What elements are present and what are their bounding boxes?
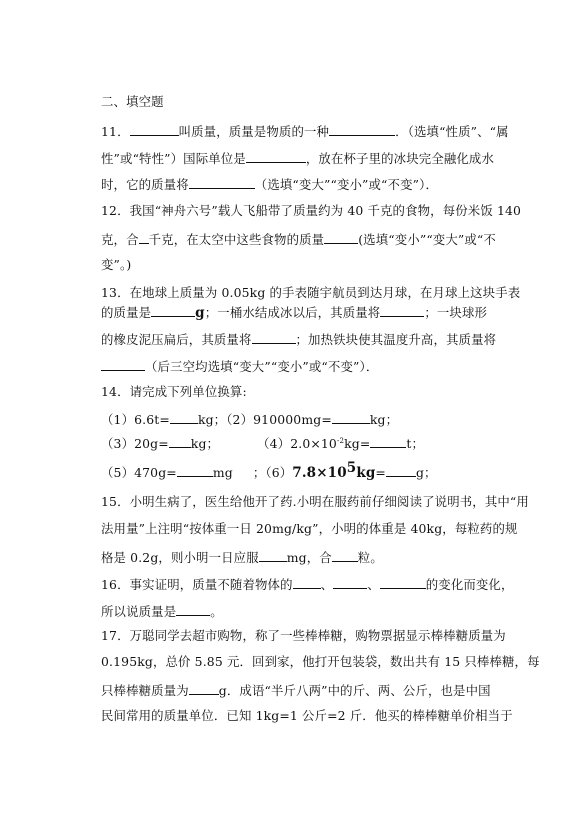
q17-text-5: 民间常用的质量单位．已知 1kg=1 公斤=2 斤．他买的棒棒糖单价相当于 <box>101 708 513 723</box>
q12-text-1: 12．我国“神舟六号”载人飞船带了质量约为 40 千克的食物，每份米饭 140 <box>101 203 522 218</box>
q14-item-2: kg；（2）910000mg= <box>197 412 332 427</box>
q14-title <box>101 384 247 400</box>
q17-text-1: 17．万聪同学去超市购物，称了一些棒棒糖，购物票据显示棒棒糖质量为 <box>101 628 506 643</box>
q17-line-2 <box>101 654 540 670</box>
q16-text-3: 所以说质量是 <box>101 604 177 619</box>
q16-blank-4[interactable] <box>176 602 210 616</box>
q17-text-4: g．成语“半斤八两”中的斤、两、公斤，也是中国 <box>218 683 491 698</box>
q14-item-6-equals: = <box>375 465 386 480</box>
q13-line-3 <box>101 330 496 348</box>
q11-blank-2[interactable] <box>329 122 395 136</box>
q16-sep-1: 、 <box>320 577 334 592</box>
section-title <box>101 94 164 110</box>
q14-item-6-label: ；（6） <box>252 465 293 480</box>
q11-text-3: 性”或“特性”）国际单位是 <box>101 151 246 166</box>
q15-line-3 <box>101 548 383 566</box>
q14-item-4-unit: kg= <box>344 436 371 451</box>
q13-blank-2[interactable] <box>380 303 424 317</box>
q15-text-1: 15．小明生病了，医生给他开了药.小明在服药前仔细阅读了说明书，其中“用 <box>101 494 529 509</box>
q14-blank-5[interactable] <box>177 463 213 477</box>
q13-text-7: （后三空均选填“变大”“变小”或“不变”）． <box>145 359 379 374</box>
q14-line-2 <box>101 434 424 452</box>
q14-item-1: （1）6.6t= <box>101 412 170 427</box>
q13-text-3: ；一桶水结成冰以后，其质量将 <box>204 305 381 320</box>
q11-blank-3[interactable] <box>246 149 306 163</box>
q15-text-5: 粒。 <box>357 550 383 565</box>
q14-blank-6[interactable] <box>386 463 416 477</box>
q14-item-6-exponent: 5 <box>346 459 357 476</box>
q11-text-2: ．（选填“性质”、“属 <box>395 124 509 139</box>
q14-blank-2[interactable] <box>332 410 370 424</box>
q14-item-4: （4）2.0×10 <box>257 436 337 451</box>
q17-line-1 <box>101 628 506 644</box>
q11-blank-4[interactable] <box>189 175 255 189</box>
q15-text-2: 法用量”上注明“按体重一日 20mg/kg”，小明的体重是 40kg，每粒药的规 <box>101 521 518 536</box>
q12-text-4: (选填“变小”“变大”或“不 <box>358 232 496 247</box>
q13-text-4: ；一块球形 <box>424 305 488 320</box>
q11-line-2 <box>101 149 494 167</box>
q13-line-2 <box>101 303 487 321</box>
q13-blank-3[interactable] <box>252 330 296 344</box>
q14-item-3-unit: kg； <box>190 436 220 451</box>
q14-blank-4[interactable] <box>370 434 406 448</box>
q13-text-6: ；加热铁块使其温度升高，其质量将 <box>295 332 497 347</box>
q14-blank-1[interactable] <box>170 410 198 424</box>
q15-text-3: 格是 0.2g，则小明一日应服 <box>101 550 259 565</box>
q17-line-3 <box>101 681 491 699</box>
q11-line-3 <box>101 175 438 193</box>
q11-text-5: 时，它的质量将 <box>101 177 189 192</box>
q15-text-4: mg，合 <box>286 550 332 565</box>
q14-item-5: （5）470g= <box>101 465 177 480</box>
q16-blank-3[interactable] <box>380 575 426 589</box>
q16-line-1 <box>101 575 514 593</box>
q11-blank-1[interactable] <box>130 122 179 136</box>
q14-item-4-exponent: -2 <box>336 436 345 445</box>
q11-text-4: ，放在杯子里的冰块完全融化成水 <box>305 151 494 166</box>
q15-blank-1[interactable] <box>259 548 287 562</box>
q11-line-1 <box>101 122 509 140</box>
q14-line-1 <box>101 410 398 428</box>
q14-blank-3[interactable] <box>169 434 191 448</box>
q13-line-4 <box>101 357 378 375</box>
q13-blank-1[interactable] <box>151 303 195 317</box>
q16-line-2 <box>101 602 223 620</box>
q15-line-1 <box>101 494 529 510</box>
q13-text-2: 的质量是 <box>101 305 152 320</box>
section-title-text: 二、填空题 <box>101 94 164 109</box>
q12-blank-1[interactable] <box>139 230 149 244</box>
q16-blank-1[interactable] <box>293 575 321 589</box>
q12-text-3: 千克，在太空中这些食物的质量 <box>148 232 325 247</box>
q14-item-6-value: 7.8×10 <box>292 465 347 481</box>
q13-blank-4[interactable] <box>101 357 145 371</box>
q11-text-6: （选填“变大”“变小”或“不变”）． <box>254 177 438 192</box>
q14-item-6-unit: kg <box>356 465 376 481</box>
q14-item-4-end: t； <box>406 436 425 451</box>
q12-line-2 <box>101 230 496 248</box>
q14-title-text: 14．请完成下列单位换算: <box>101 384 247 399</box>
q13-text-1: 13．在地球上质量为 0.05kg 的手表随宇航员到达月球，在月球上这块手表 <box>101 285 521 300</box>
q12-line-1 <box>101 203 521 219</box>
q14-item-2-unit: kg； <box>369 412 399 427</box>
q12-line-3 <box>101 257 131 273</box>
q16-blank-2[interactable] <box>333 575 367 589</box>
q14-item-3: （3）20g= <box>101 436 169 451</box>
q17-text-2: 0.195kg，总价 5.85 元．回到家，他打开包装袋，数出共有 15 只棒棒糖，每 <box>101 654 540 669</box>
q17-text-3: 只棒棒糖质量为 <box>101 683 189 698</box>
q16-sep-2: 、 <box>367 577 380 592</box>
q12-text-2: 克，合 <box>101 232 139 247</box>
q16-text-2: 的变化而变化， <box>425 577 514 592</box>
q14-line-3 <box>101 459 437 481</box>
q14-item-6-end: g； <box>415 465 437 480</box>
q14-item-5-unit: mg <box>212 465 233 480</box>
q12-blank-2[interactable] <box>324 230 358 244</box>
q17-blank-1[interactable] <box>189 681 219 695</box>
q15-blank-2[interactable] <box>332 548 358 562</box>
q11-number: 11． <box>101 124 130 139</box>
q12-text-5: 变”。) <box>101 257 132 272</box>
q17-line-4 <box>101 708 513 724</box>
q11-text-1: 叫质量，质量是物质的一种 <box>178 124 330 139</box>
q15-line-2 <box>101 521 518 537</box>
q13-text-5: 的橡皮泥压扁后，其质量将 <box>101 332 252 347</box>
q16-text-1: 16．事实证明，质量不随着物体的 <box>101 577 293 592</box>
q16-text-4: 。 <box>210 604 223 619</box>
q13-unit-g: g <box>195 305 205 321</box>
q13-line-1 <box>101 285 520 301</box>
